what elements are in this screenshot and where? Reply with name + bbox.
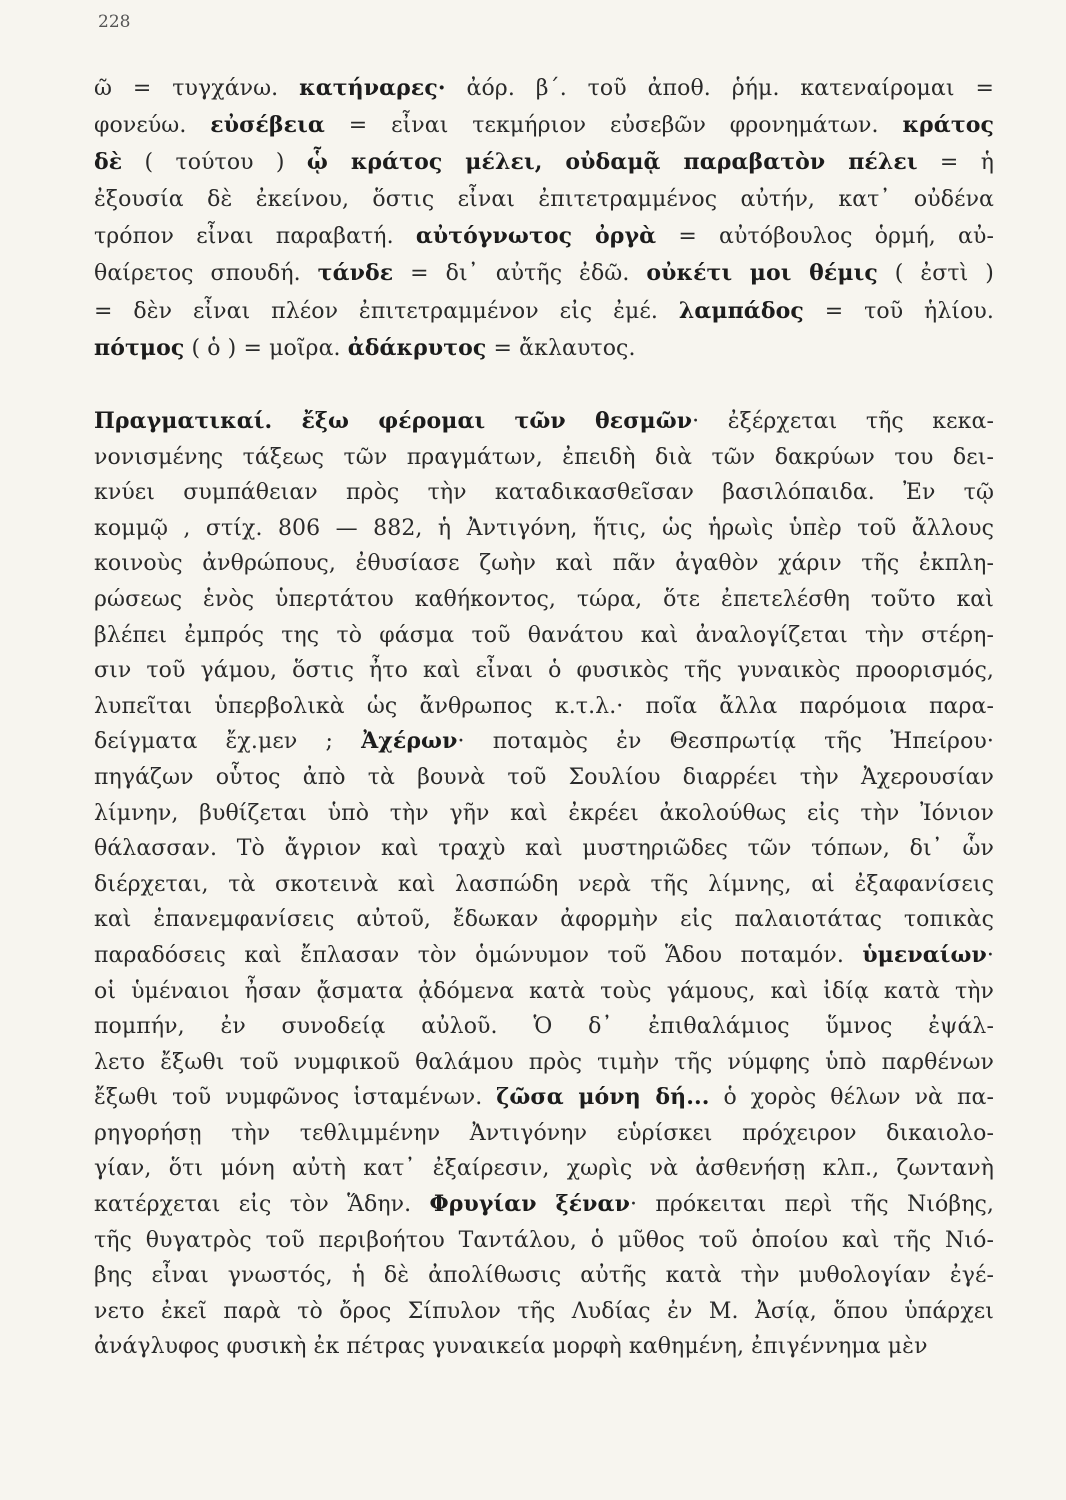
text-run: διέρχεται, τὰ σκοτεινὰ καὶ λασπώδη νερὰ τῆς λίμνης, αἱ ἐξαφανίσεις [94, 871, 994, 897]
text-line [94, 218, 994, 255]
text-run: = εἶναι τεκμήριον εὐσεβῶν φρονημάτων. [324, 113, 903, 139]
bold-term: κατήναρες· [299, 75, 446, 101]
text-run: σιν τοῦ γάμου, ὅστις ἦτο καὶ εἶναι ὁ φυσικὸς τῆς γυναικὸς προορισμός, [94, 658, 994, 684]
text-line [94, 760, 994, 796]
text-run: δείγματα ἔχ.μεν ; [94, 729, 362, 755]
text-line [94, 255, 994, 292]
text-line [94, 867, 994, 903]
bold-term: τάνδε [317, 260, 394, 287]
text-run: καὶ ἐπανεμφανίσεις αὐτοῦ, ἔδωκαν ἀφορμὴν εἰς παλαιοτάτας τοπικὰς [94, 907, 994, 933]
text-run: θαίρετος σπουδή. [94, 261, 318, 287]
text-line [94, 1116, 994, 1152]
text-line [94, 546, 994, 582]
text-run: κνύει συμπάθειαν πρὸς τὴν καταδικασθεῖσαν βασιλόπαιδα. Ἐν τῷ [94, 480, 994, 506]
text-line [94, 404, 994, 440]
text-run: = δι᾽ αὐτῆς ἐδῶ. [393, 261, 647, 287]
text-line [94, 107, 994, 144]
text-run: ἐξουσία δὲ ἐκείνου, ὅστις εἶναι ἐπιτετραμμένος αὐτήν, κατ᾽ οὐδένα [94, 187, 994, 213]
text-run: τῆς θυγατρὸς τοῦ περιβοήτου Ταντάλου, ὁ μῦθος τοῦ ὁποίου καὶ τῆς Νιό- [94, 1227, 994, 1253]
glossary-block [94, 70, 994, 367]
text-line [94, 618, 994, 654]
text-line [94, 1258, 994, 1294]
text-run: πομπήν, ἐν συνοδείᾳ αὐλοῦ. Ὁ δ᾽ ἐπιθαλάμιος ὕμνος ἐψάλ- [94, 1014, 994, 1040]
text-run: θάλασσαν. Τὸ ἄγριον καὶ τραχὺ καὶ μυστηριῶδες τῶν τόπων, δι᾽ ὧν [94, 836, 994, 862]
bold-term: Πραγματικαί. [94, 408, 302, 434]
text-run: = αὐτόβουλος ὁρμή, αὐ- [656, 224, 994, 250]
text-run: ( ὁ ) = μοῖρα. [184, 335, 348, 361]
text-run: βλέπει ἐμπρός της τὸ φάσμα τοῦ θανάτου καὶ ἀναλογίζεται τὴν στέρη- [94, 622, 994, 648]
text-line [94, 144, 994, 181]
text-run: φονεύω. [94, 113, 211, 139]
text-run: · ἐξέρχεται τῆς κεκα- [692, 409, 994, 434]
text-line [94, 831, 994, 867]
bold-term: λαμπάδος [678, 297, 804, 324]
bold-term: ἔξω φέρομαι τῶν θεσμῶν [301, 408, 693, 434]
text-run: = ἄκλαυτος. [486, 335, 636, 361]
bold-term: εὐσέβεια [210, 112, 325, 139]
text-run: ρηγορήσῃ τὴν τεθλιμμένην Ἀντιγόνην εὑρίσκει πρόχειρον δικαιολο- [94, 1120, 994, 1146]
text-run: ἀνάγλυφος φυσικὴ ἐκ πέτρας γυναικεία μορφὴ καθημένη, ἐπιγέννημα μὲν [94, 1334, 928, 1360]
commentary-block [94, 404, 994, 1365]
text-line [94, 796, 994, 832]
text-run: λυπεῖται ὑπερβολικὰ ὡς ἄνθρωπος κ.τ.λ.· ποῖα ἄλλα παρόμοια παρα- [94, 693, 994, 719]
text-line [94, 689, 994, 725]
bold-term: κράτος [902, 112, 994, 139]
text-line [94, 330, 994, 367]
bold-term: Ἀχέρων [361, 728, 458, 755]
text-line [94, 724, 994, 760]
text-run: παραδόσεις καὶ ἔπλασαν τὸν ὁμώνυμον τοῦ Ἅδου ποταμόν. [94, 942, 863, 968]
bold-term: ἀδάκρυτος [347, 334, 487, 361]
text-run: οἱ ὑμέναιοι ἦσαν ᾄσματα ᾀδόμενα κατὰ τοὺς γάμους, καὶ ἰδίᾳ κατὰ τὴν [94, 978, 994, 1004]
bold-term: πότμος [94, 334, 185, 361]
text-line [94, 653, 994, 689]
text-line [94, 1329, 994, 1365]
text-line [94, 1045, 994, 1081]
text-line [94, 582, 994, 618]
text-run: λίμνην, βυθίζεται ὑπὸ τὴν γῆν καὶ ἐκρέει ἀκολούθως εἰς τὴν Ἰόνιον [94, 800, 994, 826]
text-line [94, 1009, 994, 1045]
bold-term: αὐτόγνωτος ὀργὰ [415, 223, 657, 250]
text-run: ( ἐστὶ ) [877, 261, 994, 287]
text-line [94, 70, 994, 107]
text-run: = δὲν εἶναι πλέον ἐπιτετραμμένον εἰς ἐμέ. [94, 298, 679, 324]
text-run: ἀόρ. β΄. τοῦ ἀποθ. ῥήμ. κατεναίρομαι = [445, 76, 994, 101]
text-run: βης εἶναι γνωστός, ἡ δὲ ἀπολίθωσις αὐτῆς κατὰ τὴν μυθολογίαν ἐγέ- [94, 1263, 994, 1289]
text-run: κομμῷ , στίχ. 806 — 882, ἡ Ἀντιγόνη, ἥτις, ὡς ἡρωὶς ὑπὲρ τοῦ ἄλλους [94, 515, 994, 541]
text-run: λετο ἔξωθι τοῦ νυμφικοῦ θαλάμου πρὸς τιμὴν τῆς νύμφης ὑπὸ παρθένων [94, 1049, 994, 1075]
text-run: γίαν, ὅτι μόνη αὐτὴ κατ᾽ ἐξαίρεσιν, χωρὶς νὰ ἀσθενήσῃ κλπ., ζωντανὴ [94, 1156, 994, 1182]
text-run: · [986, 942, 994, 968]
bold-term: ζῶσα μόνη δή... [496, 1084, 710, 1111]
text-line [94, 181, 994, 218]
text-run: νονισμένης τάξεως τῶν πραγμάτων, ἐπειδὴ διὰ τῶν δακρύων του δει- [94, 444, 994, 470]
bold-term: ὑμεναίων [862, 941, 987, 968]
text-line [94, 1187, 994, 1223]
bold-term: Φρυγίαν ξέναν [429, 1191, 630, 1218]
text-run: ἔξωθι τοῦ νυμφῶνος ἱσταμένων. [94, 1085, 497, 1111]
text-line [94, 293, 994, 330]
text-run: νετο ἐκεῖ παρὰ τὸ ὄρος Σίπυλον τῆς Λυδίας ἐν Μ. Ἀσίᾳ, ὅπου ὑπάρχει [94, 1298, 994, 1324]
text-run: ( τούτου ) [122, 150, 307, 176]
text-line [94, 974, 994, 1010]
text-run: κοινοὺς ἀνθρώπους, ἐθυσίασε ζωὴν καὶ πᾶν ἀγαθὸν χάριν τῆς ἐκπλη- [94, 551, 994, 577]
text-run: ῶ = τυγχάνω. [94, 76, 300, 101]
text-line [94, 1294, 994, 1330]
text-run: · ποταμὸς ἐν Θεσπρωτίᾳ τῆς Ἠπείρου· [457, 729, 994, 755]
text-line [94, 440, 994, 476]
bold-term: ᾧ κράτος μέλει, οὐδαμᾷ παραβατὸν πέλει [306, 149, 918, 176]
text-run: = τοῦ ἡλίου. [803, 298, 994, 324]
text-run: κατέρχεται εἰς τὸν Ἅδην. [94, 1192, 430, 1218]
text-run: ὁ χορὸς θέλων νὰ πα- [709, 1085, 994, 1111]
text-run: τρόπον εἶναι παραβατή. [94, 224, 416, 250]
text-line [94, 938, 994, 974]
bold-term: δὲ [94, 149, 123, 176]
text-run: πηγάζων οὗτος ἀπὸ τὰ βουνὰ τοῦ Σουλίου διαρρέει τὴν Ἀχερουσίαν [94, 764, 994, 790]
text-run: · πρόκειται περὶ τῆς Νιόβης, [629, 1192, 994, 1218]
text-run: = ἡ [917, 150, 994, 176]
text-line [94, 1223, 994, 1259]
text-line [94, 1151, 994, 1187]
page-number: 228 [98, 12, 131, 32]
text-line [94, 511, 994, 547]
text-line [94, 902, 994, 938]
text-line [94, 475, 994, 511]
bold-term: οὐκέτι μοι θέμις [646, 260, 878, 287]
text-run: ρώσεως ἑνὸς ὑπερτάτου καθήκοντος, τώρα, ὅτε ἐπετελέσθη τοῦτο καὶ [94, 586, 994, 612]
text-line [94, 1080, 994, 1116]
